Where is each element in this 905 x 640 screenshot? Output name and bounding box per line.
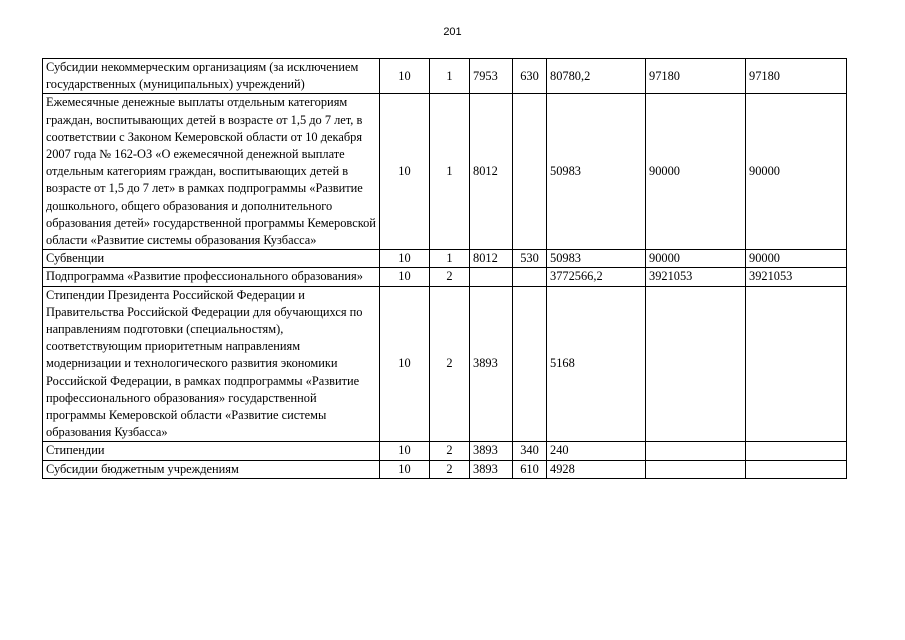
- table-row: [43, 286, 847, 442]
- table-row: [43, 442, 847, 460]
- subsection-cell: 1: [430, 59, 470, 94]
- amount-year-3-cell: [746, 460, 847, 478]
- amount-year-1-cell: 50983: [547, 250, 646, 268]
- table-row: [43, 59, 847, 94]
- amount-year-2-cell: 90000: [646, 94, 746, 250]
- table-row: [43, 94, 847, 250]
- amount-year-3-cell: 90000: [746, 94, 847, 250]
- amount-year-2-cell: 3921053: [646, 268, 746, 286]
- expense-type-cell: 610: [513, 460, 547, 478]
- expense-type-cell: [513, 286, 547, 442]
- row-name-cell: Стипендии: [43, 442, 380, 460]
- expense-type-cell: 340: [513, 442, 547, 460]
- amount-year-1-cell: 3772566,2: [547, 268, 646, 286]
- table-row: [43, 268, 847, 286]
- row-name-cell: Подпрограмма «Развитие профессионального образования»: [43, 268, 380, 286]
- amount-year-1-cell: 240: [547, 442, 646, 460]
- section-cell: 10: [380, 442, 430, 460]
- section-cell: 10: [380, 250, 430, 268]
- subsection-cell: 1: [430, 250, 470, 268]
- row-name-cell: Ежемесячные денежные выплаты отдельным категориям граждан, воспитывающих детей в возрасте от 1,5 до 7 лет, в соответствии с Законом Кемеровской области от 10 декабря 2007 года № 162-ОЗ «О ежемесячной денежной выплате отдельным категориям граждан, воспитывающих детей в возрасте от 1,5 до 7 лет» в рамках подпрограммы «Развитие дошкольного, общего образования и дополнительного образования детей» государственной программы Кемеровской области «Развитие системы образования Кузбасса»: [43, 94, 380, 250]
- row-name-cell: Субсидии бюджетным учреждениям: [43, 460, 380, 478]
- section-cell: 10: [380, 268, 430, 286]
- amount-year-2-cell: [646, 442, 746, 460]
- target-article-cell: 3893: [470, 286, 513, 442]
- subsection-cell: 2: [430, 286, 470, 442]
- amount-year-3-cell: 3921053: [746, 268, 847, 286]
- expense-type-cell: 530: [513, 250, 547, 268]
- amount-year-1-cell: 80780,2: [547, 59, 646, 94]
- target-article-cell: 3893: [470, 442, 513, 460]
- expense-type-cell: [513, 94, 547, 250]
- amount-year-3-cell: [746, 286, 847, 442]
- page-number: 201: [443, 26, 462, 38]
- amount-year-3-cell: [746, 442, 847, 460]
- table-row: [43, 250, 847, 268]
- target-article-cell: 8012: [470, 250, 513, 268]
- section-cell: 10: [380, 94, 430, 250]
- row-name-cell: Субсидии некоммерческим организациям (за исключением государственных (муниципальных) учреждений): [43, 59, 380, 94]
- amount-year-1-cell: 4928: [547, 460, 646, 478]
- amount-year-2-cell: 97180: [646, 59, 746, 94]
- subsection-cell: 2: [430, 460, 470, 478]
- amount-year-2-cell: [646, 460, 746, 478]
- amount-year-2-cell: 90000: [646, 250, 746, 268]
- target-article-cell: [470, 268, 513, 286]
- expense-type-cell: [513, 268, 547, 286]
- target-article-cell: 8012: [470, 94, 513, 250]
- amount-year-1-cell: 5168: [547, 286, 646, 442]
- amount-year-3-cell: 97180: [746, 59, 847, 94]
- section-cell: 10: [380, 286, 430, 442]
- amount-year-1-cell: 50983: [547, 94, 646, 250]
- subsection-cell: 2: [430, 442, 470, 460]
- expense-type-cell: 630: [513, 59, 547, 94]
- section-cell: 10: [380, 59, 430, 94]
- target-article-cell: 3893: [470, 460, 513, 478]
- table-body: [43, 59, 847, 479]
- table-row: [43, 460, 847, 478]
- amount-year-3-cell: 90000: [746, 250, 847, 268]
- row-name-cell: Стипендии Президента Российской Федерации и Правительства Российской Федерации для обучающихся по направлениям подготовки (специальностям), соответствующим приоритетным направлениям модернизации и технологического развития экономики Российской Федерации, в рамках подпрограммы «Развитие профессионального образования» государственной программы Кемеровской области «Развитие системы образования Кузбасса»: [43, 286, 380, 442]
- section-cell: 10: [380, 460, 430, 478]
- row-name-cell: Субвенции: [43, 250, 380, 268]
- budget-table: [42, 58, 847, 479]
- subsection-cell: 1: [430, 94, 470, 250]
- subsection-cell: 2: [430, 268, 470, 286]
- target-article-cell: 7953: [470, 59, 513, 94]
- amount-year-2-cell: [646, 286, 746, 442]
